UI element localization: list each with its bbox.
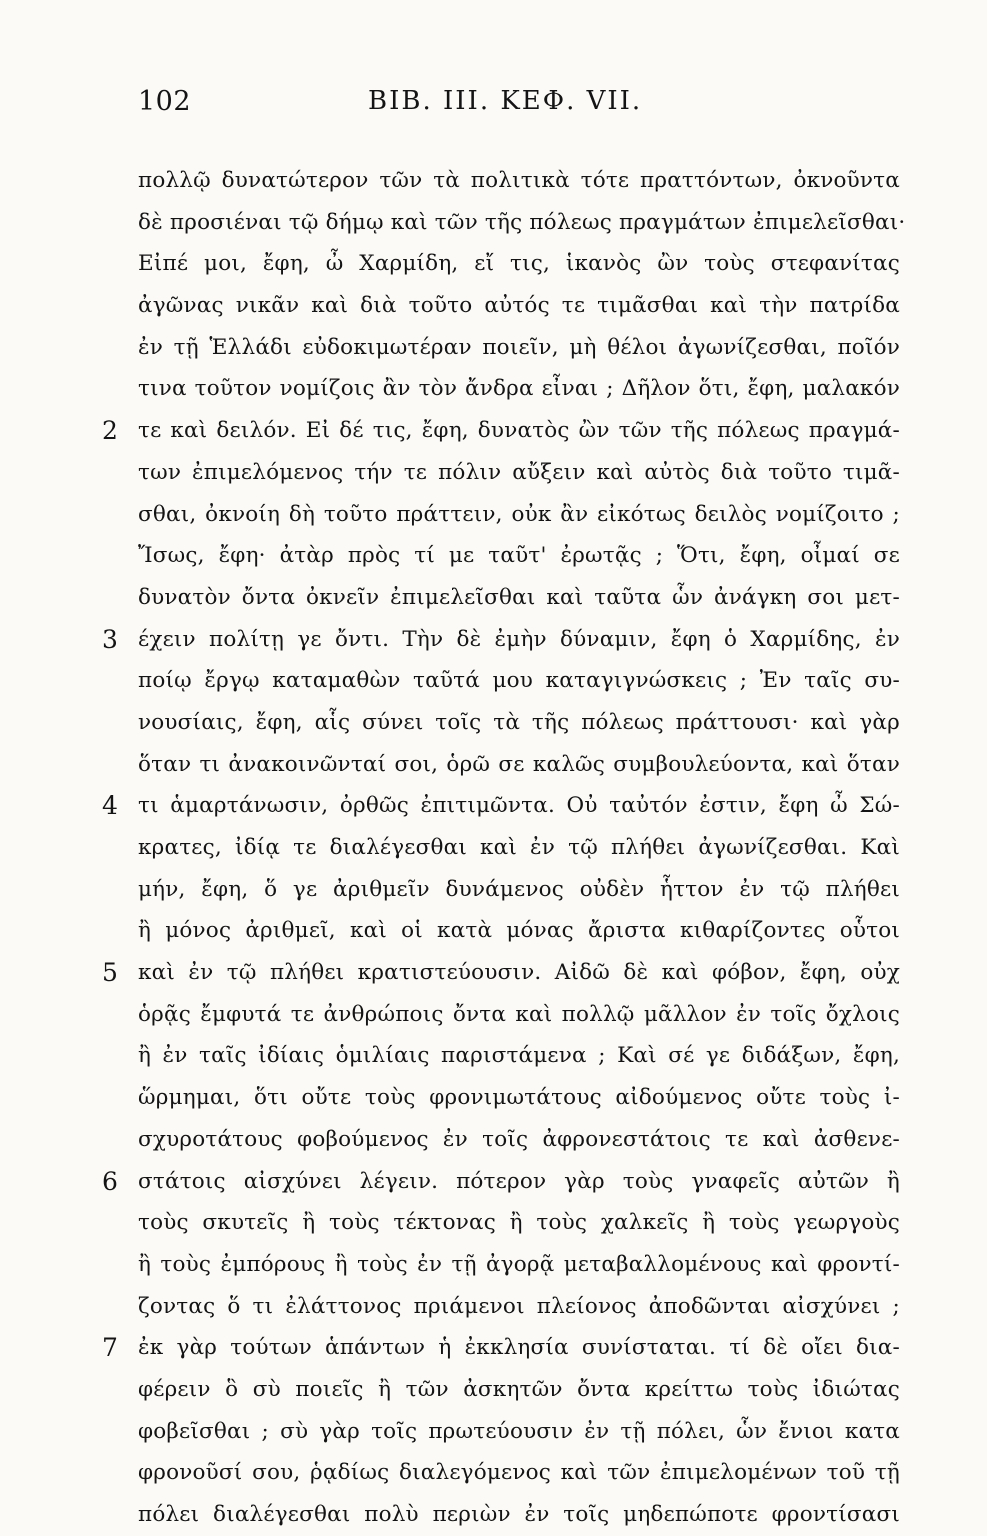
line-text: κρατες, ἰδίᾳ τε διαλέγεσθαι καὶ ἐν τῷ πλήθει ἀγωνίζεσθαι. Καὶ bbox=[138, 835, 900, 860]
text-line bbox=[138, 1452, 900, 1494]
text-line bbox=[102, 1161, 900, 1203]
page-number: 102 bbox=[138, 86, 192, 117]
text-line bbox=[138, 1411, 900, 1453]
text-line bbox=[102, 1327, 900, 1369]
page-header bbox=[138, 86, 908, 126]
line-text: μήν, ἔφη, ὅ γε ἀριθμεῖν δυνάμενος οὐδὲν ἧττον ἐν τῷ πλήθει bbox=[138, 876, 900, 902]
text-line bbox=[138, 494, 900, 536]
line-text: ἢ ἐν ταῖς ἰδίαις ὁμιλίαις παριστάμενα ; Καὶ σέ γε διδάξων, ἔφη, bbox=[138, 1043, 900, 1069]
text-line bbox=[138, 202, 906, 244]
section-number: 7 bbox=[102, 1333, 119, 1363]
line-text: των ἐπιμελόμενος τήν τε πόλιν αὔξειν καὶ αὐτὸς διὰ τοῦτο τιμᾶ- bbox=[138, 459, 900, 485]
body-text bbox=[102, 160, 906, 1536]
line-text: σθαι, ὀκνοίη δὴ τοῦτο πράττειν, οὐκ ἂν εἰκότως δειλὸς νομίζοιτο ; bbox=[138, 501, 900, 527]
text-line bbox=[138, 160, 900, 202]
line-text: ὅταν τι ἀνακοινῶνταί σοι, ὁρῶ σε καλῶς συμβουλεύοντα, καὶ ὅταν bbox=[138, 751, 900, 777]
line-text: Ἴσως, ἔφη· ἀτὰρ πρὸς τί με ταῦτ' ἐρωτᾷς ; Ὅτι, ἔφη, οἶμαί σε bbox=[138, 543, 900, 569]
section-number: 2 bbox=[102, 416, 119, 446]
section-number: 4 bbox=[102, 791, 119, 821]
text-line bbox=[138, 1202, 900, 1244]
text-line bbox=[138, 535, 900, 577]
line-text: δὲ προσιέναι τῷ δήμῳ καὶ τῶν τῆς πόλεως πραγμάτων ἐπιμελεῖσθαι· bbox=[138, 209, 906, 235]
line-text: τε καὶ δειλόν. Εἰ δέ τις, ἔφη, δυνατὸς ὢν τῶν τῆς πόλεως πραγμά- bbox=[138, 418, 900, 444]
line-text: τι ἁμαρτάνωσιν, ὀρθῶς ἐπιτιμῶντα. Οὐ ταὐτόν ἐστιν, ἔφη ὦ Σώ- bbox=[138, 793, 900, 819]
running-head: BIB. III. ΚΕΦ. VII. bbox=[368, 86, 643, 116]
section-number: 5 bbox=[102, 958, 119, 988]
text-line bbox=[138, 1494, 900, 1536]
text-line bbox=[138, 1077, 900, 1119]
line-text: ποίῳ ἔργῳ καταμαθὼν ταῦτά μου καταγιγνώσκεις ; Ἐν ταῖς συ- bbox=[138, 668, 900, 694]
line-text: ἀγῶνας νικᾶν καὶ διὰ τοῦτο αὐτός τε τιμᾶσθαι καὶ τὴν πατρίδα bbox=[138, 293, 900, 319]
section-number: 6 bbox=[102, 1166, 119, 1196]
text-line bbox=[138, 452, 900, 494]
text-line bbox=[138, 660, 900, 702]
text-line bbox=[138, 1035, 900, 1077]
line-text: σχυροτάτους φοβούμενος ἐν τοῖς ἀφρονεστάτοις τε καὶ ἀσθενε- bbox=[138, 1126, 900, 1152]
line-text: ὁρᾷς ἔμφυτά τε ἀνθρώποις ὄντα καὶ πολλῷ μᾶλλον ἐν τοῖς ὄχλοις bbox=[138, 1001, 900, 1027]
line-text: δυνατὸν ὄντα ὀκνεῖν ἐπιμελεῖσθαι καὶ ταῦτα ὧν ἀνάγκη σοι μετ- bbox=[138, 584, 900, 610]
text-line bbox=[102, 619, 900, 661]
line-text: Εἰπέ μοι, ἔφη, ὦ Χαρμίδη, εἴ τις, ἱκανὸς ὢν τοὺς στεφανίτας bbox=[138, 251, 900, 277]
line-text: ἢ τοὺς ἐμπόρους ἢ τοὺς ἐν τῇ ἀγορᾷ μεταβαλλομένους καὶ φροντί- bbox=[138, 1251, 900, 1277]
text-line bbox=[138, 827, 900, 869]
line-text: φρονοῦσί σου, ῥᾳδίως διαλεγόμενος καὶ τῶν ἐπιμελομένων τοῦ τῇ bbox=[138, 1460, 900, 1486]
line-text: πολλῷ δυνατώτερον τῶν τὰ πολιτικὰ τότε πραττόντων, ὀκνοῦντα bbox=[138, 168, 900, 193]
text-line bbox=[138, 368, 900, 410]
line-text: φοβεῖσθαι ; σὺ γὰρ τοῖς πρωτεύουσιν ἐν τῇ πόλει, ὧν ἔνιοι κατα bbox=[138, 1418, 900, 1444]
line-text: έχειν πολίτῃ γε ὄντι. Τὴν δὲ ἐμὴν δύναμιν, ἔφη ὁ Χαρμίδης, ἐν bbox=[138, 626, 900, 652]
text-line bbox=[138, 744, 900, 786]
section-number: 3 bbox=[102, 624, 119, 654]
text-line bbox=[102, 785, 900, 827]
text-line bbox=[138, 702, 900, 744]
text-line bbox=[138, 327, 900, 369]
text-line bbox=[138, 994, 900, 1036]
text-line bbox=[138, 285, 900, 327]
line-text: ἐκ γὰρ τούτων ἁπάντων ἡ ἐκκλησία συνίσταται. τί δὲ οἴει δια- bbox=[138, 1335, 900, 1361]
line-text: ζοντας ὅ τι ἐλάττονος πριάμενοι πλείονος ἀποδῶνται αἰσχύνει ; bbox=[138, 1293, 900, 1319]
text-line bbox=[138, 869, 900, 911]
line-text: ἐν τῇ Ἑλλάδι εὐδοκιμωτέραν ποιεῖν, μὴ θέλοι ἀγωνίζεσθαι, ποῖόν bbox=[138, 334, 900, 360]
text-line bbox=[138, 1286, 900, 1328]
text-line bbox=[138, 910, 900, 952]
line-text: νουσίαις, ἔφη, αἷς σύνει τοῖς τὰ τῆς πόλεως πράττουσι· καὶ γὰρ bbox=[138, 709, 900, 735]
text-line bbox=[138, 577, 900, 619]
text-line bbox=[138, 1369, 900, 1411]
line-text: καὶ ἐν τῷ πλήθει κρατιστεύουσιν. Αἰδῶ δὲ καὶ φόβον, ἔφη, οὐχ bbox=[138, 960, 900, 986]
text-line bbox=[138, 243, 900, 285]
line-text: τινα τοῦτον νομίζοις ἂν τὸν ἄνδρα εἶναι ; Δῆλον ὅτι, ἔφη, μαλακόν bbox=[138, 376, 900, 402]
line-text: πόλει διαλέγεσθαι πολὺ περιὼν ἐν τοῖς μηδεπώποτε φροντίσασι bbox=[138, 1502, 900, 1527]
line-text: τοὺς σκυτεῖς ἢ τοὺς τέκτονας ἢ τοὺς χαλκεῖς ἢ τοὺς γεωργοὺς bbox=[138, 1210, 900, 1236]
text-line bbox=[138, 1244, 900, 1286]
text-line bbox=[102, 410, 900, 452]
line-text: ἢ μόνος ἀριθμεῖ, καὶ οἱ κατὰ μόνας ἄριστα κιθαρίζοντες οὗτοι bbox=[138, 918, 900, 944]
line-text: στάτοις αἰσχύνει λέγειν. πότερον γὰρ τοὺς γναφεῖς αὐτῶν ἢ bbox=[138, 1168, 900, 1194]
line-text: ὥρμημαι, ὅτι οὔτε τοὺς φρονιμωτάτους αἰδούμενος οὔτε τοὺς ἰ- bbox=[138, 1085, 900, 1111]
line-text: φέρειν ὃ σὺ ποιεῖς ἢ τῶν ἀσκητῶν ὄντα κρείττω τοὺς ἰδιώτας bbox=[138, 1376, 900, 1402]
text-line bbox=[102, 952, 900, 994]
text-line bbox=[138, 1119, 900, 1161]
